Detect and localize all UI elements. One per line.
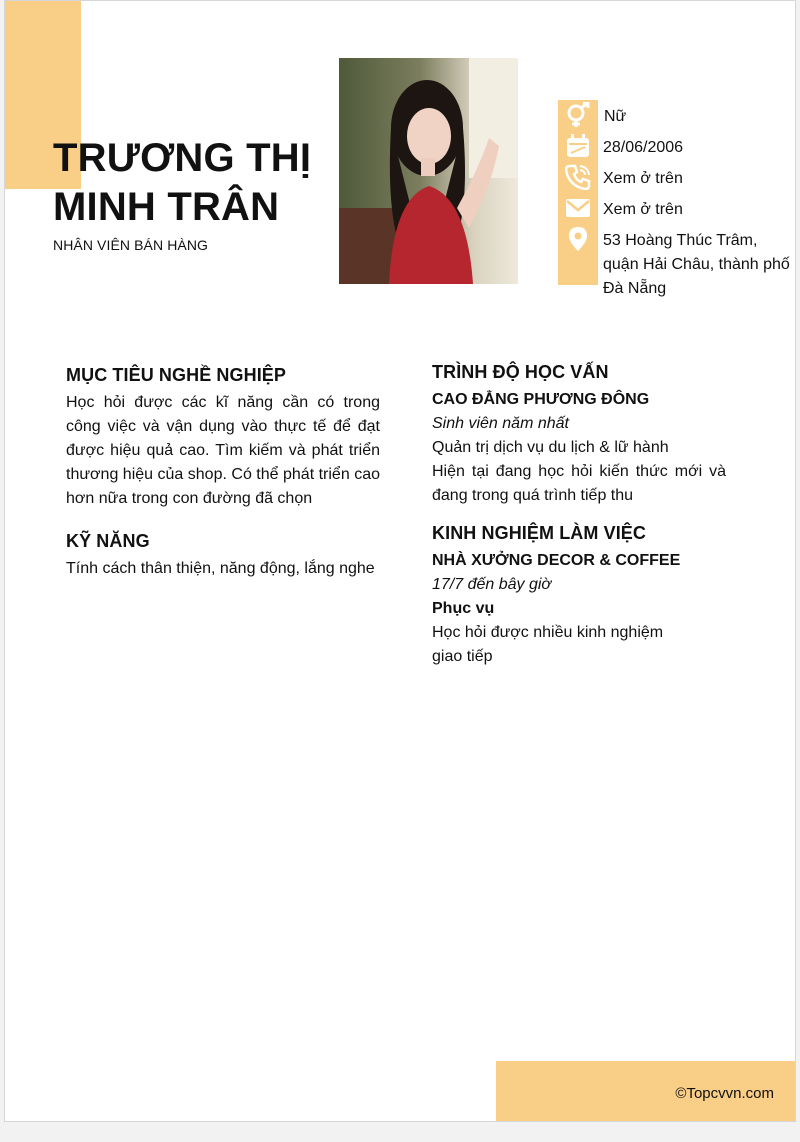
education-major: Quản trị dịch vụ du lịch & lữ hành (432, 439, 669, 456)
education-title: TRÌNH ĐỘ HỌC VẤN (432, 362, 609, 382)
education-status: Sinh viên năm nhất (432, 415, 569, 432)
gender-icon (564, 101, 592, 129)
skills-title: KỸ NĂNG (66, 531, 150, 551)
gender-value: Nữ (604, 108, 627, 125)
location-icon (564, 225, 592, 253)
email-value: Xem ở trên (603, 201, 683, 218)
education-description: Hiện tại đang học hỏi kiến thức mới và đang trong quá trình tiếp thu (432, 463, 726, 504)
experience-position: Phục vụ (432, 600, 495, 617)
experience-description: Học hỏi được nhiều kinh nghiệm giao tiếp (432, 624, 664, 665)
calendar-icon (564, 132, 592, 160)
birthday-value: 28/06/2006 (603, 139, 684, 156)
cv-page (4, 0, 796, 1122)
copyright-text: ©Topcvvn.com (675, 1085, 774, 1102)
objective-text: Học hỏi được các kĩ năng cần có trong công việc và vận dụng vào thực tế để đạt được hiệu quả cao. Tìm kiếm và phát triển thương hiệu của shop. Có thể phát triển cao hơn nữa trong con đường đã chọn (66, 394, 380, 507)
job-title: NHÂN VIÊN BÁN HÀNG (53, 237, 209, 253)
experience-title: KINH NGHIỆM LÀM VIỆC (432, 523, 647, 543)
contact-icon-column (558, 100, 598, 285)
education-school: CAO ĐẲNG PHƯƠNG ĐÔNG (432, 391, 650, 408)
phone-value: Xem ở trên (603, 170, 683, 187)
experience-company: NHÀ XƯỞNG DECOR & COFFEE (432, 552, 681, 569)
candidate-name: TRƯƠNG THỊ MINH TRÂN (53, 136, 312, 229)
address-value: 53 Hoàng Thúc Trâm, quận Hải Châu, thành phố Đà Nẵng (603, 232, 790, 297)
phone-icon (564, 163, 592, 191)
skills-text: Tính cách thân thiện, năng động, lắng nghe (66, 560, 375, 577)
profile-photo (339, 58, 518, 284)
experience-period: 17/7 đến bây giờ (432, 576, 552, 593)
email-icon (564, 194, 592, 222)
objective-title: MỤC TIÊU NGHỀ NGHIỆP (66, 365, 287, 385)
